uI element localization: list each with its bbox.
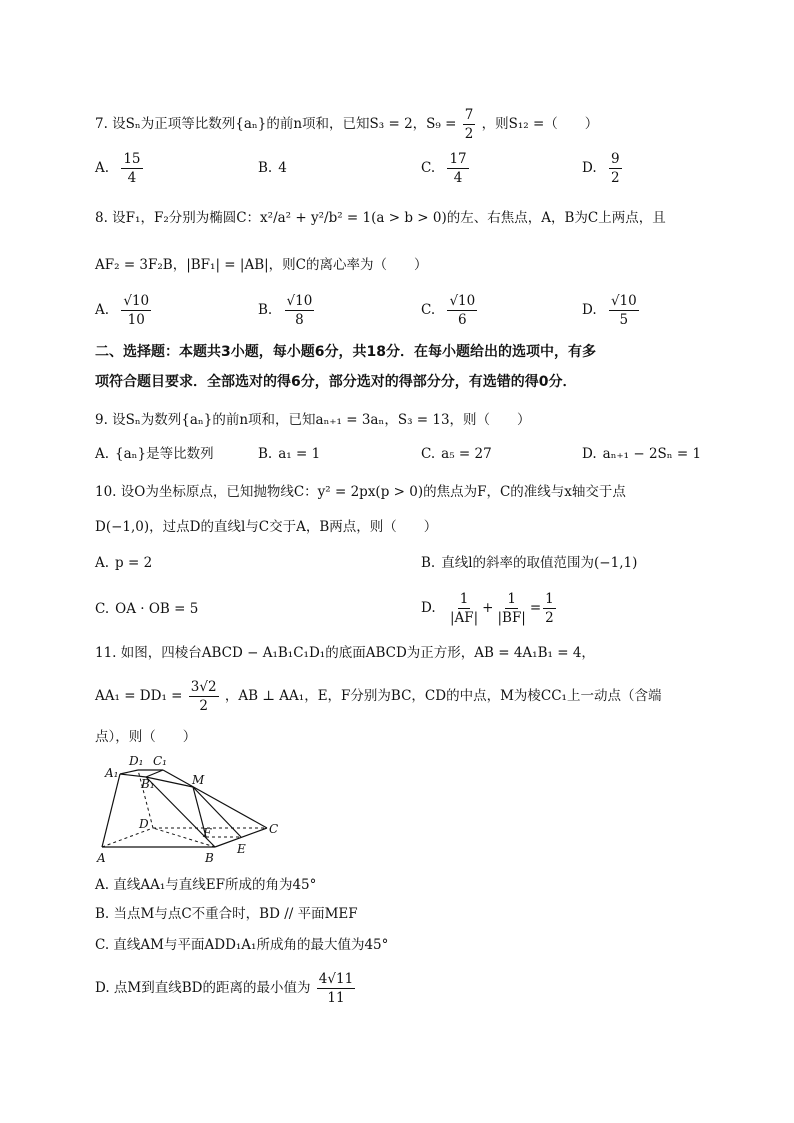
q10-option-b (421, 553, 637, 573)
q10-d-num2: 1 (507, 591, 516, 607)
q7-a-frac (121, 150, 142, 187)
q9-a-label: A. (95, 446, 110, 462)
q10-d-frac3 (543, 590, 556, 627)
q10-option-d (421, 590, 558, 627)
q10-c-text: OA · OB = 5 (115, 601, 199, 617)
q7-frac-num: 7 (464, 107, 474, 123)
q10-d-plus: + (482, 600, 494, 616)
label-m: M (192, 773, 205, 787)
q9-b-text: a₁ = 1 (278, 446, 321, 462)
q8-b-frac (285, 292, 315, 329)
label-a1: A₁ (105, 766, 119, 780)
q8-d-num: √10 (610, 293, 637, 309)
q8-a-num: √10 (123, 293, 150, 309)
q9-option-b (258, 444, 320, 464)
q10-option-a (95, 553, 152, 573)
q7-a-den: 4 (127, 170, 137, 186)
edge-m-e (193, 787, 241, 837)
q8-c-frac (447, 292, 477, 329)
q7-option-d (582, 150, 624, 187)
q9-c-label: C. (421, 446, 436, 462)
q11-stem2-num: 3√2 (190, 679, 217, 695)
q7-a-num: 15 (123, 151, 141, 167)
edge-b1-c1 (146, 770, 163, 777)
q11-d-frac (317, 970, 355, 1007)
label-c1: C₁ (153, 754, 167, 768)
q11-d-num: 4√11 (318, 971, 354, 987)
q10-d-num1: 1 (459, 591, 469, 607)
q7-option-b (258, 158, 287, 178)
q7-d-den: 2 (610, 170, 620, 186)
q9-d-label: D. (582, 446, 597, 462)
label-b: B (205, 851, 214, 865)
q7-option-a (95, 150, 145, 187)
label-f: F (203, 826, 212, 840)
q11-d-den: 11 (327, 990, 345, 1006)
q7-option-c (421, 150, 471, 187)
q7-stem-text: 7. 设Sₙ为正项等比数列{aₙ}的前n项和，已知S₃ = 2，S₉ = (95, 116, 457, 132)
label-d1: D₁ (129, 754, 144, 768)
q7-frac-den: 2 (464, 126, 474, 142)
q9-b-label: B. (258, 446, 273, 462)
q10-d-num3: 1 (545, 591, 554, 607)
label-d: D (139, 817, 149, 831)
q8-c-label: C. (421, 302, 436, 318)
q11-stem2-den: 2 (199, 698, 208, 714)
q11-option-b: B. 当点M与点C不重合时，BD // 平面MEF (95, 906, 358, 922)
q10-b-text: 直线l的斜率的取值范围为(−1,1) (441, 555, 638, 571)
q11-stem2-post: ，AB ⊥ AA₁，E，F分别为BC，CD的中点，M为棱CC₁上一动点（含端 (224, 688, 662, 704)
q7-c-frac (447, 150, 468, 187)
q7-stem (95, 106, 598, 143)
q11-stem-line3: 点），则（ ） (95, 729, 197, 745)
q11-stem2-pre: AA₁ = DD₁ = (95, 688, 183, 704)
q10-d-den1: |AF| (449, 610, 479, 626)
edge-a-a1 (102, 774, 120, 847)
q10-c-label: C. (95, 601, 110, 617)
frustum-figure (95, 750, 295, 870)
q7-c-label: C. (421, 160, 436, 176)
q10-d-den2: |BF| (497, 610, 526, 626)
q10-stem-line1: 10. 设O为坐标原点，已知抛物线C：y² = 2px(p > 0)的焦点为F，C的准线与x轴交于点 (95, 484, 626, 500)
q8-c-den: 6 (458, 312, 467, 328)
q11-option-d (95, 970, 357, 1007)
q7-d-frac (609, 150, 622, 187)
label-e: E (237, 842, 246, 856)
q8-stem-line1: 8. 设F₁，F₂分别为椭圆C：x²/a² + y²/b² = 1(a > b > 0)的左、右焦点，A，B为C上两点，且 (95, 210, 666, 226)
q10-d-frac1 (448, 590, 480, 627)
q7-b-text: 4 (278, 160, 287, 176)
section2-line1: 二、选择题：本题共3小题，每小题6分，共18分．在每小题给出的选项中，有多 (95, 344, 596, 360)
q8-b-label: B. (258, 302, 273, 318)
q11-stem-line1: 11. 如图，四棱台ABCD − A₁B₁C₁D₁的底面ABCD为正方形，AB = 4A₁B₁ = 4， (95, 645, 595, 661)
q8-c-num: √10 (449, 293, 476, 309)
q9-option-a (95, 444, 214, 464)
q9-option-d (582, 444, 701, 464)
q8-d-frac (609, 292, 639, 329)
label-a: A (97, 851, 106, 865)
q7-stem-fraction (463, 106, 476, 143)
q8-option-a (95, 292, 153, 329)
q11-stem-line2 (95, 678, 661, 715)
q9-c-text: a₅ = 27 (441, 446, 492, 462)
q8-a-frac (121, 292, 151, 329)
edge-a1-d1 (120, 770, 138, 774)
q7-c-num: 17 (449, 151, 467, 167)
q8-option-d (582, 292, 641, 329)
q9-d-text: aₙ₊₁ − 2Sₙ = 1 (602, 446, 702, 462)
q10-a-label: A. (95, 555, 110, 571)
q10-d-den3: 2 (545, 610, 554, 626)
q7-a-label: A. (95, 160, 110, 176)
q8-option-c (421, 292, 479, 329)
q7-d-label: D. (582, 160, 597, 176)
q8-option-b (258, 292, 316, 329)
q10-d-eq: = (529, 600, 542, 616)
q8-d-den: 5 (619, 312, 629, 328)
q8-b-den: 8 (295, 312, 304, 328)
q9-option-c (421, 444, 492, 464)
q8-d-label: D. (582, 302, 597, 318)
label-b1: B₁ (141, 777, 155, 791)
q10-d-frac2 (495, 590, 527, 627)
q7-stem-tail: ，则S₁₂ =（ ） (481, 116, 599, 132)
q10-d-label: D. (421, 600, 436, 616)
edge-c-c1 (163, 770, 267, 828)
label-c: C (269, 822, 279, 836)
q11-stem2-frac (189, 678, 219, 715)
section2-line2: 项符合题目要求．全部选对的得6分，部分选对的得部分分，有选错的得0分． (95, 374, 577, 390)
q8-b-num: √10 (286, 293, 313, 309)
q11-d-pre: D. 点M到直线BD的距离的最小值为 (95, 980, 311, 996)
q10-a-text: p = 2 (115, 555, 153, 571)
q7-d-num: 9 (610, 151, 620, 167)
q8-stem-line2: AF₂ = 3F₂B，|BF₁| = |AB|，则C的离心率为（ ） (95, 257, 428, 273)
q10-b-label: B. (421, 555, 436, 571)
q11-option-a: A. 直线AA₁与直线EF所成的角为45° (95, 877, 317, 893)
q11-option-c: C. 直线AM与平面ADD₁A₁所成角的最大值为45° (95, 937, 389, 953)
q7-b-label: B. (258, 160, 273, 176)
q9-stem: 9. 设Sₙ为数列{aₙ}的前n项和，已知aₙ₊₁ = 3aₙ，S₃ = 13，则（ ） (95, 412, 531, 428)
q10-option-c (95, 599, 198, 619)
q7-c-den: 4 (453, 170, 463, 186)
q10-stem-line2: D(−1,0)，过点D的直线l与C交于A，B两点，则（ ） (95, 519, 438, 535)
q8-a-label: A. (95, 302, 110, 318)
q8-a-den: 10 (127, 312, 145, 328)
q9-a-text: {aₙ}是等比数列 (115, 446, 214, 462)
